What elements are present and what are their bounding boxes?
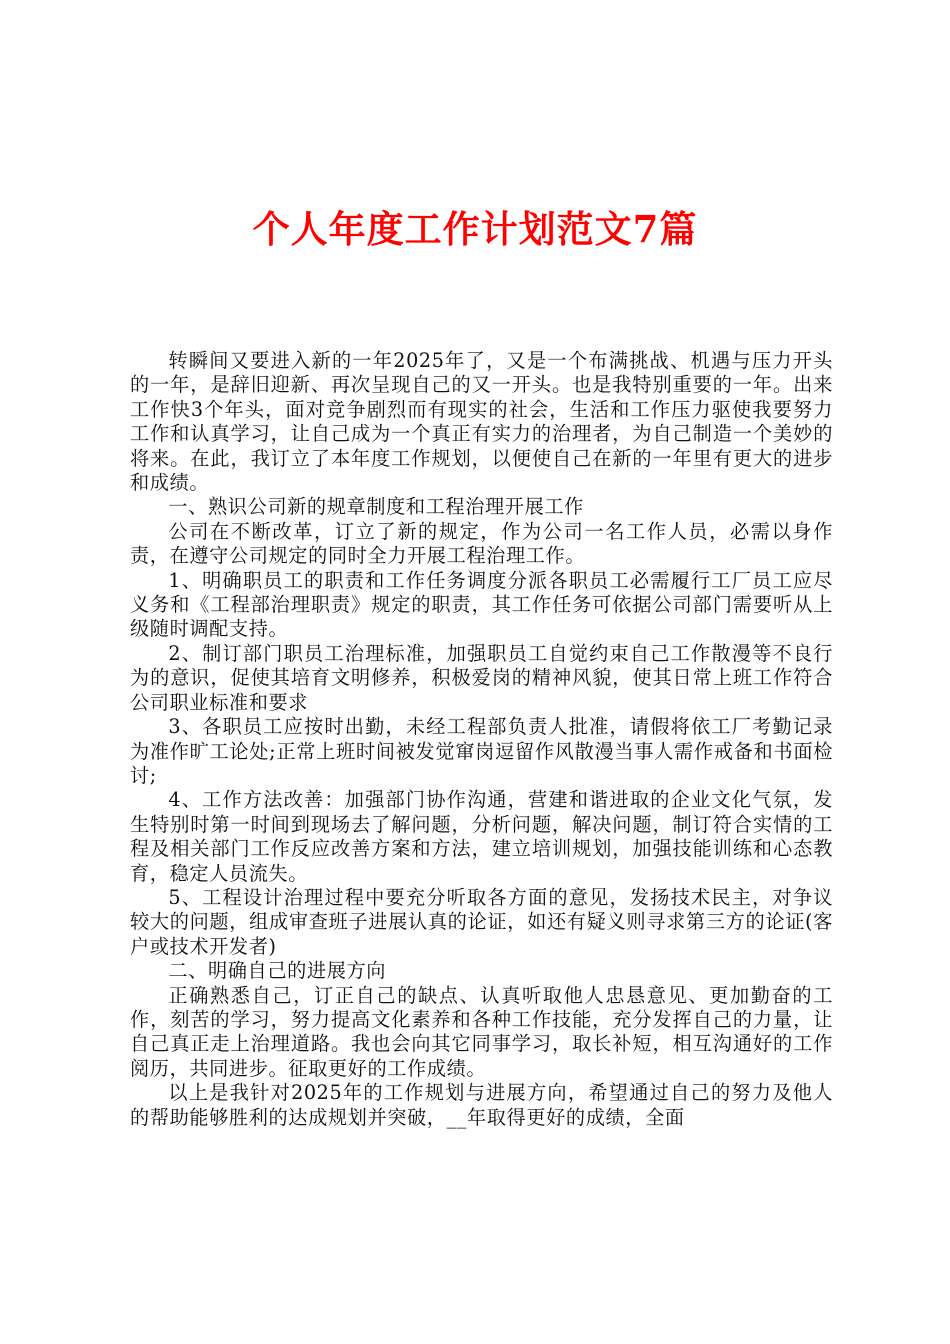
paragraph-item-1: 1、明确职员工的职责和工作任务调度分派各职员工必需履行工厂员工应尽义务和《工程部治理职责》规定的职责，其工作任务可依据公司部门需要听从上级随时调配支持。 — [130, 568, 833, 641]
heading-section-1: 一、熟识公司新的规章制度和工程治理开展工作 — [168, 495, 584, 519]
paragraph-item-4: 4、工作方法改善：加强部门协作沟通，营建和谐进取的企业文化气氛，发生特别时第一时间到现场去了解问题，分析问题，解决问题，制订符合实情的工程及相关部门工作反应改善方案和方法，建立培训规划，加强技能训练和心态教育，稳定人员流失。 — [130, 788, 833, 885]
paragraph-intro: 转瞬间又要进入新的一年2025年了，又是一个布满挑战、机遇与压力开头的一年，是辞旧迎新、再次呈现自己的又一开头。也是我特别重要的一年。出来工作快3个年头，面对竞争剧烈而有现实的社会，生活和工作压力驱使我要努力工作和认真学习，让自己成为一个真正有实力的治理者，为自己制造一个美妙的将来。在此，我订立了本年度工作规划，以便使自己在新的一年里有更大的进步和成绩。 — [130, 349, 833, 495]
heading-section-2: 二、明确自己的进展方向 — [168, 959, 387, 983]
paragraph-item-2: 2、制订部门职员工治理标准，加强职员工自觉约束自己工作散漫等不良行为的意识，促使其培育文明修养，积极爱岗的精神风貌，使其日常上班工作符合公司职业标准和要求 — [130, 641, 833, 714]
document-title: 个人年度工作计划范文7篇 — [252, 207, 698, 251]
paragraph-company-reform: 公司在不断改革，订立了新的规定，作为公司一名工作人员，必需以身作责，在遵守公司规定的同时全力开展工程治理工作。 — [130, 519, 833, 568]
paragraph-item-5: 5、工程设计治理过程中要充分听取各方面的意见，发扬技术民主，对争议较大的问题，组成审查班子进展认真的论证，如还有疑义则寻求第三方的论证(客户或技术开发者) — [130, 885, 833, 958]
paragraph-self-direction: 正确熟悉自己，订正自己的缺点、认真听取他人忠恳意见、更加勤奋的工作，刻苦的学习，努力提高文化素养和各种工作技能，充分发挥自己的力量，让自己真正走上治理道路。我也会向其它同事学习，取长补短，相互沟通好的工作阅历，共同进步。征取更好的工作成绩。 — [130, 983, 833, 1080]
document-body — [130, 349, 833, 1130]
paragraph-conclusion: 以上是我针对2025年的工作规划与进展方向，希望通过自己的努力及他人的帮助能够胜利的达成规划并突破，__年取得更好的成绩，全面 — [130, 1081, 833, 1129]
paragraph-item-3: 3、各职员工应按时出勤，未经工程部负责人批准，请假将依工厂考勤记录为准作旷工论处;正常上班时间被发觉窜岗逗留作风散漫当事人需作戒备和书面检讨; — [130, 715, 833, 787]
